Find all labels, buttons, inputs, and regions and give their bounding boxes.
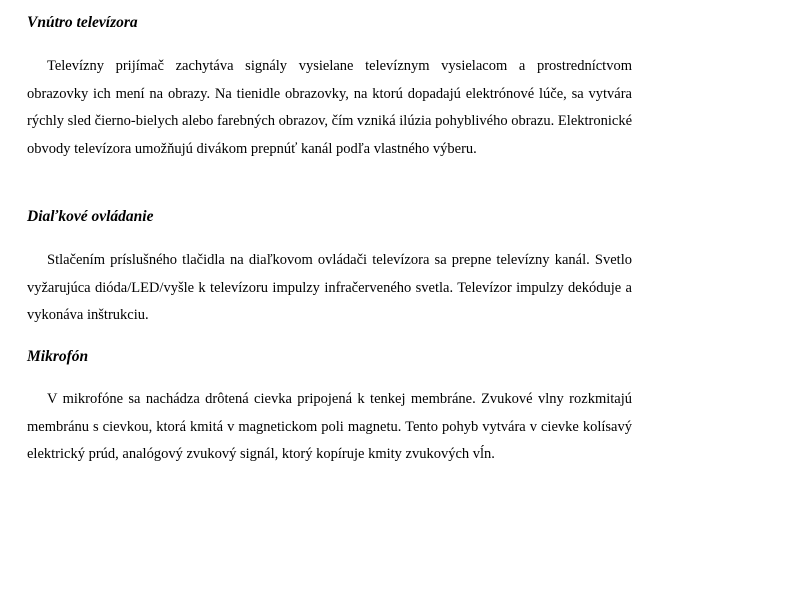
section-paragraph-tv-interior: Televízny prijímač zachytáva signály vysielane televíznym vysielacom a prostredníctvom obrazovky ich mení na obrazy. Na tienidle obrazovky, na ktorú dopadajú elektrónové lúče, sa vytvára rýchly sled čierno-bielych alebo farebných obrazov, čím vzniká ilúzia pohyblivého obrazu. Elektronické obvody televízora umožňujú divákom prepnúť kanál podľa vlastného výberu. [27, 58, 633, 157]
section-heading-tv-interior: Vnútro televízora [27, 14, 138, 31]
section-paragraph-microphone: V mikrofóne sa nachádza drôtená cievka pripojená k tenkej membráne. Zvukové vlny rozkmitajú membránu s cievkou, ktorá kmitá v magnetickom poli magnetu. Tento pohyb vytvára v cievke kolísavý elektrický prúd, analógový zvukový signál, ktorý kopíruje kmity zvukových vĺn. [27, 391, 632, 462]
section-heading-microphone: Mikrofón [27, 348, 89, 365]
section-heading-remote-control: Diaľkové ovládanie [27, 208, 154, 225]
section-paragraph-remote-control: Stlačením príslušného tlačidla na diaľkovom ovládači televízora sa prepne televízny kanál. Svetlo vyžarujúca dióda/LED/vyšle k televízoru impulzy infračerveného svetla. Televízor impulzy dekóduje a vykonáva inštrukciu. [27, 252, 632, 323]
